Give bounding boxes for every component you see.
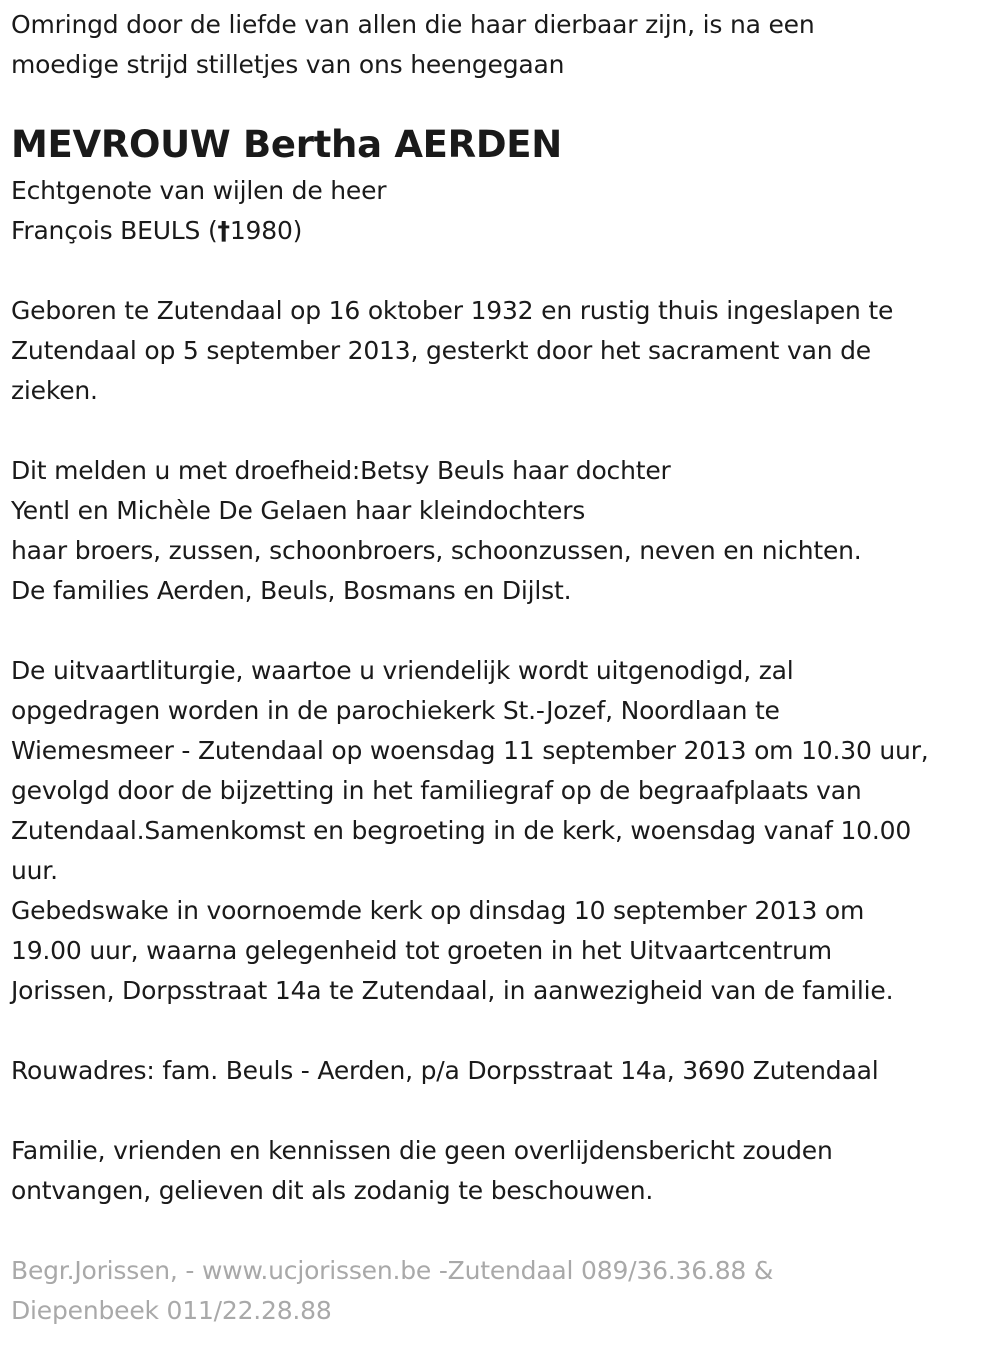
cross-icon: †	[217, 216, 230, 245]
paragraph-line: Gebedswake in voornoemde kerk op dinsdag 10 september 2013 om	[11, 896, 865, 925]
paragraph-line: Wiemesmeer - Zutendaal op woensdag 11 september 2013 om 10.30 uur,	[11, 736, 929, 765]
intro-line: Omringd door de liefde van allen die haar dierbaar zijn, is na een	[11, 10, 815, 39]
paragraph-line: Zutendaal.Samenkomst en begroeting in de kerk, woensdag vanaf 10.00	[11, 816, 912, 845]
paragraph-line: opgedragen worden in de parochiekerk St.-Jozef, Noordlaan te	[11, 696, 780, 725]
intro-text	[11, 5, 991, 85]
paragraph-line: zieken.	[11, 376, 98, 405]
footer-line: Diepenbeek 011/22.28.88	[11, 1296, 332, 1325]
paragraph-line: 19.00 uur, waarna gelegenheid tot groeten in het Uitvaartcentrum	[11, 936, 832, 965]
paragraph-line: ontvangen, gelieven dit als zodanig te beschouwen.	[11, 1176, 654, 1205]
paragraph-line: gevolgd door de bijzetting in het familiegraf op de begraafplaats van	[11, 776, 862, 805]
paragraph-line: De uitvaartliturgie, waartoe u vriendelijk wordt uitgenodigd, zal	[11, 656, 794, 685]
spouse-name-line	[11, 211, 991, 251]
paragraph-line: De families Aerden, Beuls, Bosmans en Dijlst.	[11, 576, 572, 605]
paragraph-line: Geboren te Zutendaal op 16 oktober 1932 en rustig thuis ingeslapen te	[11, 296, 894, 325]
intro-line: moedige strijd stilletjes van ons heengegaan	[11, 50, 565, 79]
spouse-line: Echtgenote van wijlen de heer	[11, 176, 387, 205]
family-paragraph	[11, 451, 991, 611]
deceased-name: MEVROUW Bertha AERDEN	[11, 123, 562, 166]
paragraph-line: Yentl en Michèle De Gelaen haar kleindochters	[11, 496, 586, 525]
birth-death-paragraph	[11, 291, 991, 411]
footer-line: Begr.Jorissen, - www.ucjorissen.be -Zutendaal 089/36.36.88 &	[11, 1256, 774, 1285]
paragraph-line: uur.	[11, 856, 58, 885]
obituary-notice	[11, 5, 991, 1331]
spouse-death-year: 1980)	[229, 216, 303, 245]
mourning-address: Rouwadres: fam. Beuls - Aerden, p/a Dorpsstraat 14a, 3690 Zutendaal	[11, 1056, 879, 1085]
paragraph-line: Dit melden u met droefheid:Betsy Beuls haar dochter	[11, 456, 671, 485]
paragraph-line: Zutendaal op 5 september 2013, gesterkt door het sacrament van de	[11, 336, 871, 365]
funeral-paragraph	[11, 651, 991, 1011]
paragraph-line: Jorissen, Dorpsstraat 14a te Zutendaal, in aanwezigheid van de familie.	[11, 976, 894, 1005]
spouse-name: François BEULS (	[11, 216, 218, 245]
spouse-info	[11, 171, 991, 251]
paragraph-line: haar broers, zussen, schoonbroers, schoonzussen, neven en nichten.	[11, 536, 862, 565]
funeral-home-footer	[11, 1251, 991, 1331]
notice-paragraph	[11, 1131, 991, 1211]
paragraph-line: Familie, vrienden en kennissen die geen overlijdensbericht zouden	[11, 1136, 833, 1165]
